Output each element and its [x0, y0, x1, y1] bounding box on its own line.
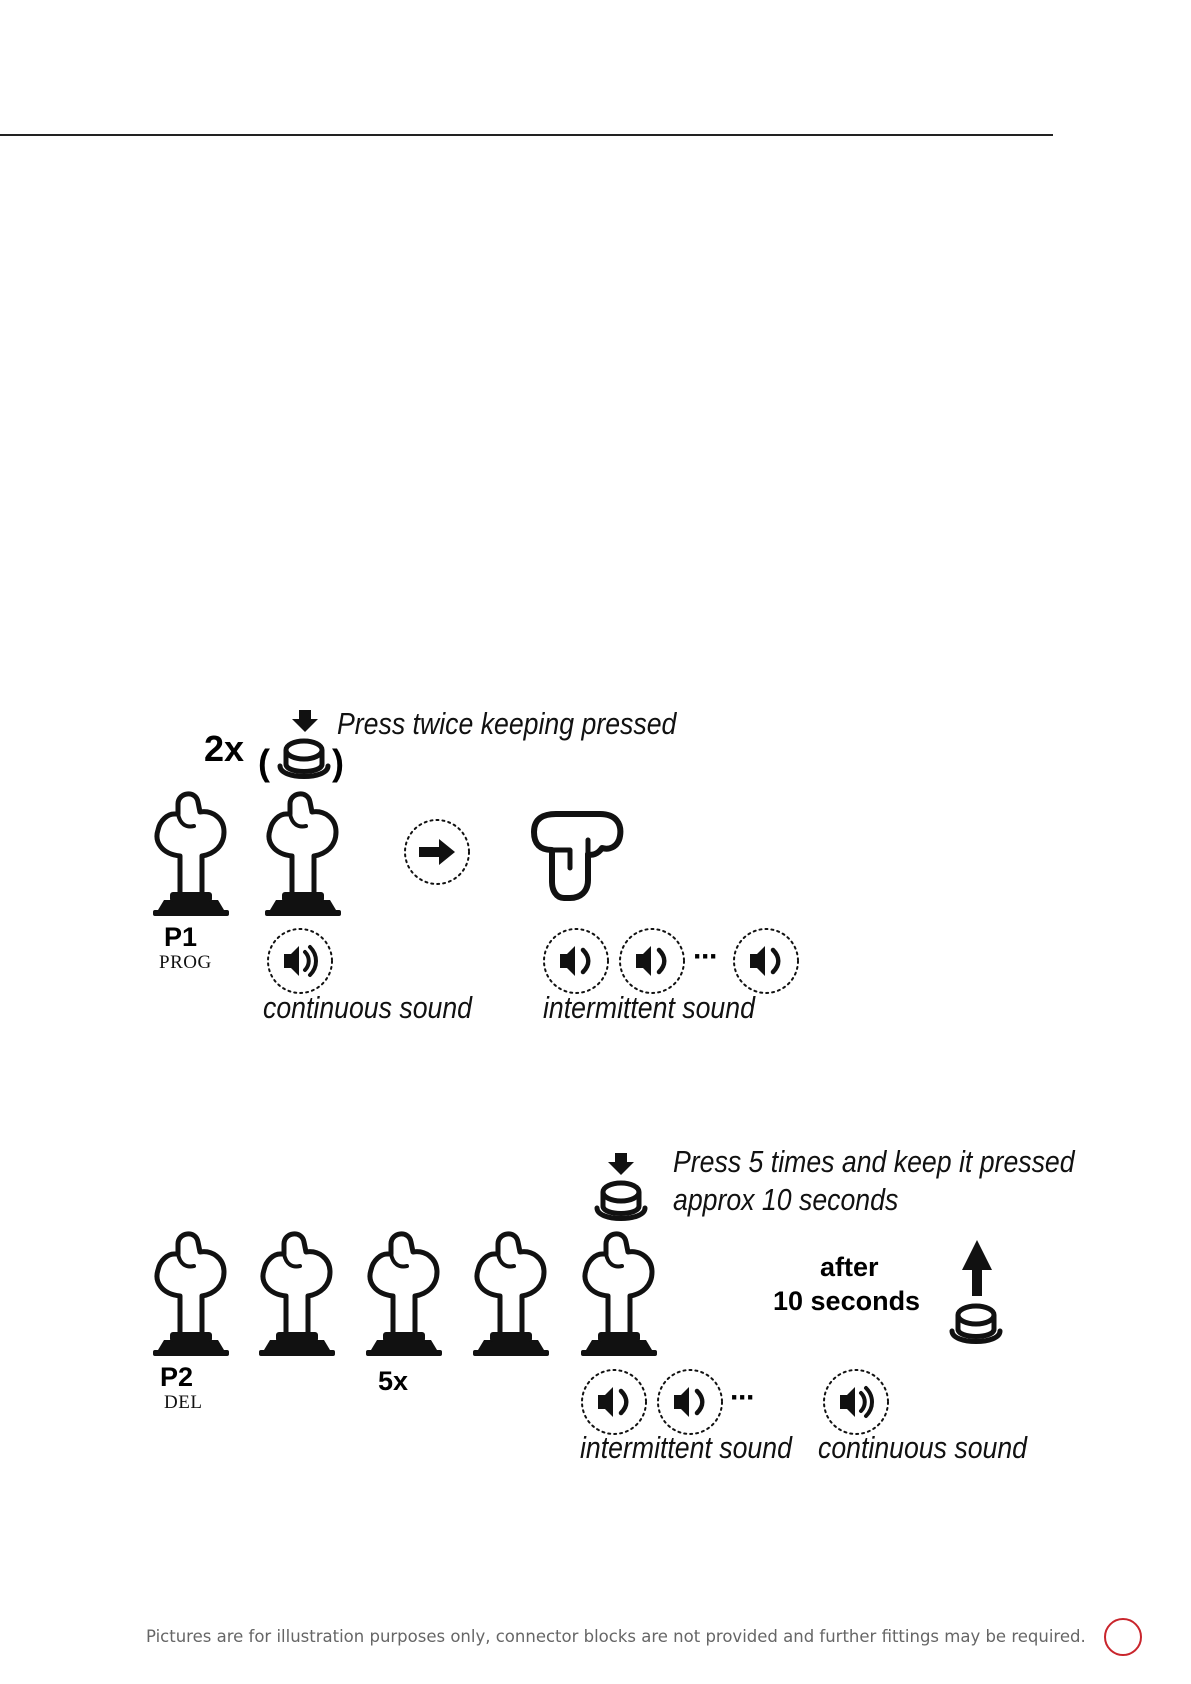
caption-continuous-sound: continuous sound [263, 990, 473, 1025]
speaker-icon [652, 961, 653, 962]
speaker-icon [690, 1402, 691, 1403]
finger-press-icon [150, 790, 232, 916]
press-count-5x: 5x [378, 1366, 409, 1396]
arrow-up-icon [960, 1240, 994, 1298]
instruction-press-twice: Press twice keeping pressed [337, 706, 677, 741]
finger-press-icon [578, 1230, 660, 1356]
button-sub-prog: PROG [159, 952, 212, 973]
speaker-icon [856, 1402, 857, 1403]
ellipsis-1: ··· [693, 940, 717, 973]
arrow-right-icon [437, 852, 438, 853]
speaker-icon [614, 1402, 615, 1403]
push-button-icon [976, 1325, 977, 1326]
finger-press-icon [262, 790, 344, 916]
paren-open: ( [258, 742, 270, 783]
instruction-press-5-times: Press 5 times and keep it pressed [673, 1144, 1075, 1179]
finger-press-icon [363, 1230, 445, 1356]
footer-disclaimer: Pictures are for illustration purposes only, connector blocks are not provided and further fittings may be required. [146, 1627, 1086, 1646]
push-button-icon [621, 1202, 622, 1203]
button-label-p2: P2 [160, 1362, 194, 1392]
instruction-approx-10-seconds: approx 10 seconds [673, 1182, 899, 1217]
ellipsis-2: ··· [730, 1381, 754, 1414]
press-count-2x: 2x [204, 728, 245, 769]
after-10-seconds-label: 10 seconds [773, 1286, 921, 1316]
page-number-badge [1104, 1618, 1142, 1656]
speaker-icon [300, 961, 301, 962]
caption-continuous-sound-2: continuous sound [818, 1430, 1028, 1465]
speaker-icon [766, 961, 767, 962]
finger-press-icon [256, 1230, 338, 1356]
header-rule [0, 134, 1053, 136]
after-label: after [820, 1252, 879, 1282]
finger-press-icon [150, 1230, 232, 1356]
paren-close: ) [332, 742, 344, 783]
caption-intermittent-sound: intermittent sound [543, 990, 755, 1025]
button-label-p1: P1 [164, 922, 198, 952]
speaker-icon [576, 961, 577, 962]
arrow-down-icon [290, 710, 320, 734]
finger-press-icon [470, 1230, 552, 1356]
caption-intermittent-sound-2: intermittent sound [580, 1430, 792, 1465]
push-button-icon [304, 760, 305, 761]
button-sub-del: DEL [164, 1392, 203, 1413]
arrow-down-icon [606, 1153, 636, 1177]
hand-hold-icon [526, 810, 626, 910]
